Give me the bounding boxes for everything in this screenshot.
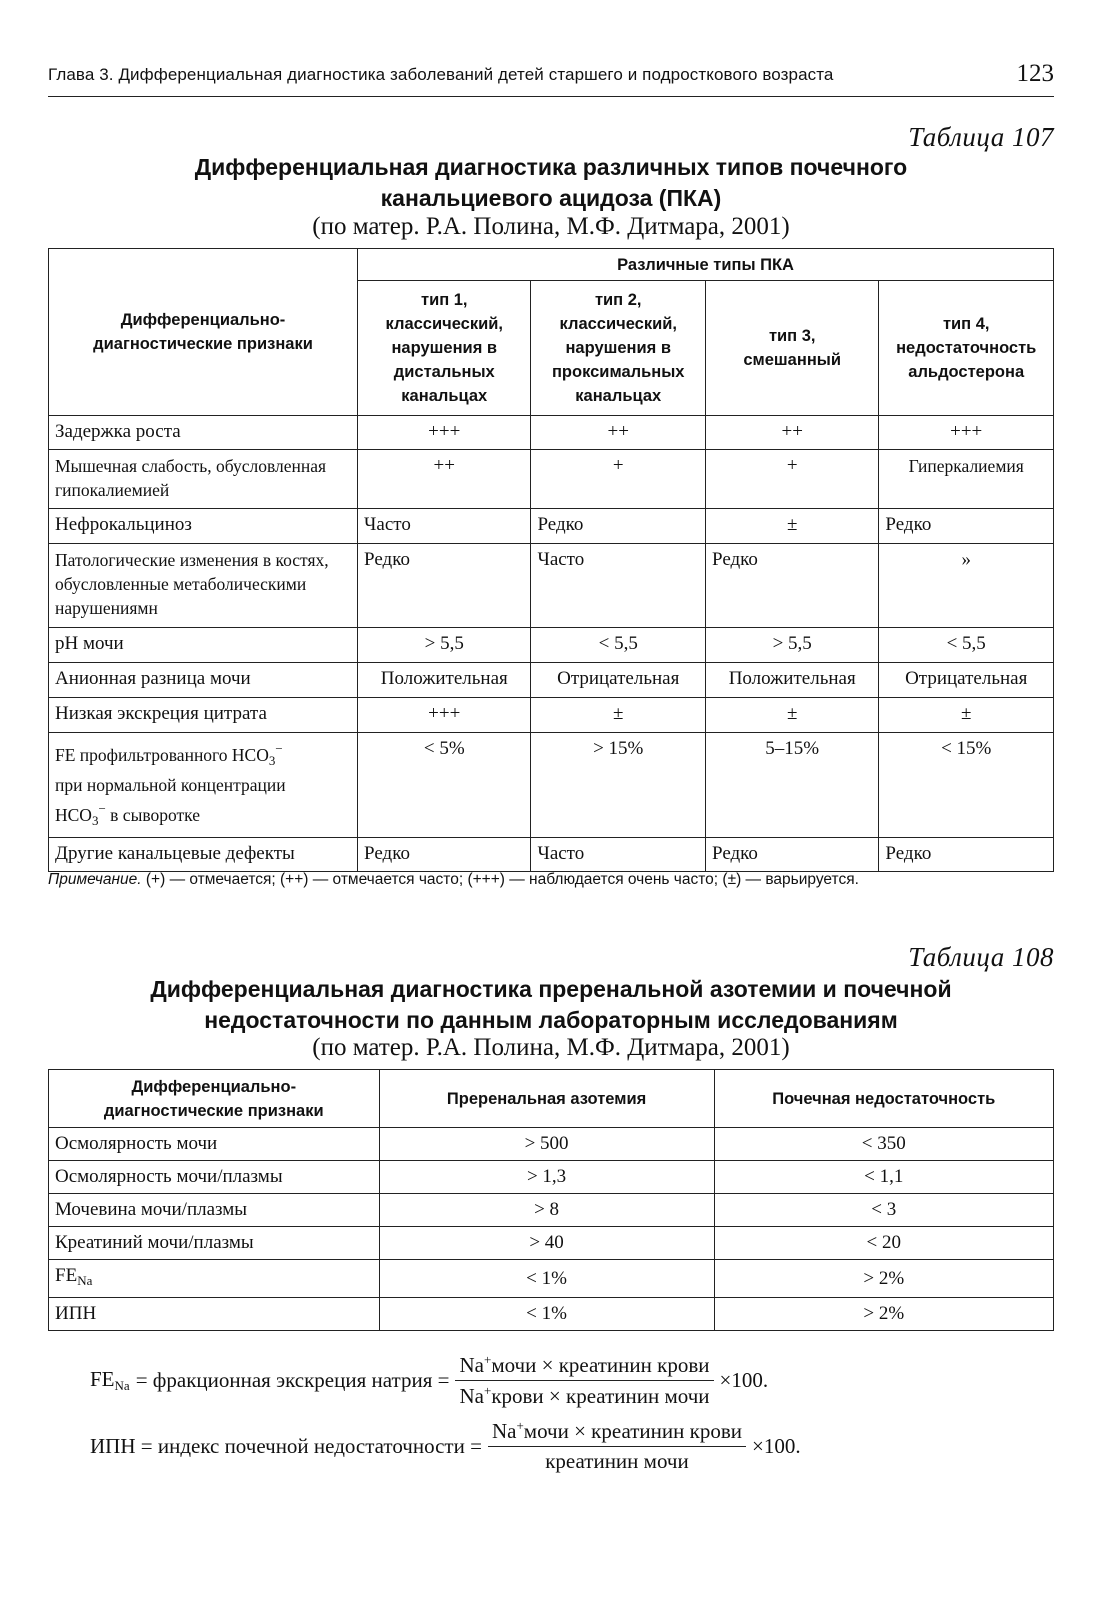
superscript: +: [516, 1418, 524, 1433]
cell-type3: ±: [706, 509, 879, 544]
cell-type4: < 15%: [879, 733, 1054, 838]
table-108-title: [48, 974, 1054, 1036]
denominator: креатинин мочи: [545, 1449, 689, 1473]
cell-type3: 5–15%: [706, 733, 879, 838]
formula-lhs: ИПН = индекс почечной недостаточности =: [90, 1433, 482, 1458]
running-header: [48, 62, 1054, 97]
cell-type4: Редко: [879, 509, 1054, 544]
cell-type1: +++: [358, 698, 531, 733]
cell-type1: Редко: [358, 838, 531, 872]
table-107-title-line1: Дифференциальная диагностика различных типов почечного: [194, 154, 908, 180]
numerator: [488, 1418, 746, 1447]
formula-lhs: [90, 1367, 130, 1394]
cell-type1: > 5,5: [358, 628, 531, 663]
cell-type4: Отрицательная: [879, 663, 1054, 698]
row-label: Мочевина мочи/плазмы: [49, 1194, 380, 1227]
cell-prerenal: > 8: [379, 1194, 714, 1227]
cell-type1: Редко: [358, 544, 531, 628]
cell-prerenal: > 1,3: [379, 1161, 714, 1194]
cell-type3: ±: [706, 698, 879, 733]
cell-type3: Редко: [706, 838, 879, 872]
formula-definition: = фракционная экскреция натрия =: [135, 1368, 450, 1392]
table-row: [49, 544, 1054, 628]
row-label: Патологические изменения в костях, обусловленные метаболическими нарушениямн: [49, 544, 358, 628]
denominator: [455, 1381, 713, 1409]
subscript: Na: [77, 1273, 93, 1288]
cell-type2: > 15%: [531, 733, 706, 838]
header-renal: Почечная недостаточность: [714, 1070, 1053, 1128]
header-feature: Дифференциально-диагностические признаки: [49, 249, 358, 416]
cell-type4: ±: [879, 698, 1054, 733]
table-row: [49, 1260, 1054, 1298]
cell-type2: Отрицательная: [531, 663, 706, 698]
table-row: [49, 509, 1054, 544]
table-row: [49, 733, 1054, 838]
header-type3: тип 3, смешанный: [706, 281, 879, 416]
row-label: Низкая экскреция цитрата: [49, 698, 358, 733]
table-row: [49, 416, 1054, 450]
row-label: Осмолярность мочи/плазмы: [49, 1161, 380, 1194]
cell-type3: +: [706, 450, 879, 509]
num-na: Na: [491, 1419, 517, 1443]
table-row: [49, 1298, 1054, 1331]
row-label: Креатиний мочи/плазмы: [49, 1227, 380, 1260]
table-row: [49, 838, 1054, 872]
header-type4: тип 4, недостаточность альдостерона: [879, 281, 1054, 416]
cell-prerenal: > 500: [379, 1128, 714, 1161]
table-107-number: Таблица 107: [908, 122, 1054, 152]
superscript: −: [98, 801, 106, 816]
chapter-title: Глава 3. Дифференциальная диагностика заболеваний детей старшего и подросткового возраста: [48, 65, 834, 84]
cell-type1: Положительная: [358, 663, 531, 698]
table-108: [48, 1069, 1054, 1331]
table-row: [49, 450, 1054, 509]
cell-type4: +++: [879, 416, 1054, 450]
row-label: Анионная разница мочи: [49, 663, 358, 698]
cell-type4: Редко: [879, 838, 1054, 872]
row-label: Нефрокальциноз: [49, 509, 358, 544]
cell-type2: ++: [531, 416, 706, 450]
note-label: Примечание.: [48, 871, 142, 888]
formula-multiplier: ×100.: [719, 1368, 769, 1392]
label-part: FE профильтрованного HCO: [55, 745, 269, 765]
cell-renal: < 350: [714, 1128, 1053, 1161]
formula-ipn: [90, 1418, 801, 1474]
table-107-title: [48, 152, 1054, 214]
header-group-types: Различные типы ПКА: [358, 249, 1054, 281]
table-107-note: [48, 868, 1054, 891]
cell-prerenal: > 40: [379, 1227, 714, 1260]
cell-type2: Часто: [531, 838, 706, 872]
cell-type4: Гиперкалиемия: [879, 450, 1054, 509]
den-na: Na: [459, 1384, 484, 1408]
num-rest: мочи × креатинин крови: [523, 1419, 742, 1443]
label-part: в сыворотке: [110, 805, 200, 825]
table-row: [49, 1128, 1054, 1161]
page-number: 123: [1016, 60, 1054, 87]
formula-multiplier: ×100.: [751, 1433, 801, 1458]
den-rest: крови × креатинин мочи: [491, 1384, 710, 1408]
cell-type1: Часто: [358, 509, 531, 544]
table-row: [49, 628, 1054, 663]
row-label: [49, 733, 358, 838]
superscript: −: [275, 741, 283, 756]
cell-type3: > 5,5: [706, 628, 879, 663]
header-feature: Дифференциально-диагностические признаки: [49, 1070, 380, 1128]
table-108-title-line1: Дифференциальная диагностика преренальной азотемии и почечной: [150, 976, 952, 1002]
row-label: ИПН: [49, 1298, 380, 1331]
table-row: [49, 1161, 1054, 1194]
cell-type2: +: [531, 450, 706, 509]
subscript: 3: [91, 813, 99, 828]
table-108-number: Таблица 108: [908, 942, 1054, 972]
header-type1: тип 1, классический, нарушения в дистальных канальцах: [358, 281, 531, 416]
row-label: Мышечная слабость, обусловленная гипокалиемией: [49, 450, 358, 509]
cell-type2: < 5,5: [531, 628, 706, 663]
cell-renal: < 1,1: [714, 1161, 1053, 1194]
table-108-source: (по матер. Р.А. Полина, М.Ф. Дитмара, 2001): [312, 1034, 790, 1061]
row-label: [49, 1260, 380, 1298]
cell-renal: < 3: [714, 1194, 1053, 1227]
row-label: Задержка роста: [49, 416, 358, 450]
cell-renal: > 2%: [714, 1298, 1053, 1331]
subscript: 3: [268, 753, 276, 768]
fraction: [455, 1352, 713, 1409]
header-type2: тип 2, классический, нарушения в проксимальных канальцах: [531, 281, 706, 416]
cell-renal: < 20: [714, 1227, 1053, 1260]
cell-type2: ±: [531, 698, 706, 733]
cell-type1: ++: [358, 450, 531, 509]
label-part: FE: [55, 1265, 78, 1286]
num-na: Na: [459, 1353, 484, 1377]
cell-type3: ++: [706, 416, 879, 450]
cell-prerenal: < 1%: [379, 1260, 714, 1298]
document-page: [48, 0, 1054, 1600]
table-107-title-line2: канальциевого ацидоза (ПКА): [380, 185, 722, 211]
cell-type1: < 5%: [358, 733, 531, 838]
superscript: +: [483, 1352, 492, 1367]
label-part: при нормальной концентрации: [55, 775, 286, 795]
table-row: [49, 663, 1054, 698]
table-107: [48, 248, 1054, 872]
cell-type1: +++: [358, 416, 531, 450]
row-label: Осмолярность мочи: [49, 1128, 380, 1161]
numerator: [455, 1352, 713, 1381]
cell-type3: Редко: [706, 544, 879, 628]
num-rest: мочи × креатинин крови: [491, 1353, 710, 1377]
cell-type4: < 5,5: [879, 628, 1054, 663]
table-107-source: (по матер. Р.А. Полина, М.Ф. Дитмара, 2001): [312, 213, 790, 240]
fraction: [488, 1418, 746, 1474]
cell-type3: Положительная: [706, 663, 879, 698]
header-prerenal: Преренальная азотемия: [379, 1070, 714, 1128]
label-part: HCO: [55, 805, 92, 825]
table-108-title-line2: недостаточности по данным лабораторным исследованиям: [204, 1007, 898, 1033]
cell-type2: Редко: [531, 509, 706, 544]
cell-type2: Часто: [531, 544, 706, 628]
note-text: (+) — отмечается; (++) — отмечается часто; (+++) — наблюдается очень часто; (±) — варьируется.: [145, 871, 859, 888]
cell-type4: »: [879, 544, 1054, 628]
subscript: Na: [114, 1378, 130, 1393]
table-row: [49, 1194, 1054, 1227]
cell-renal: > 2%: [714, 1260, 1053, 1298]
row-label: Другие канальцевые дефекты: [49, 838, 358, 872]
table-row: [49, 1227, 1054, 1260]
row-label: pH мочи: [49, 628, 358, 663]
cell-prerenal: < 1%: [379, 1298, 714, 1331]
fe-symbol: FE: [90, 1367, 115, 1391]
formula-fena: [90, 1352, 768, 1409]
superscript: +: [483, 1383, 492, 1398]
table-row: [49, 698, 1054, 733]
